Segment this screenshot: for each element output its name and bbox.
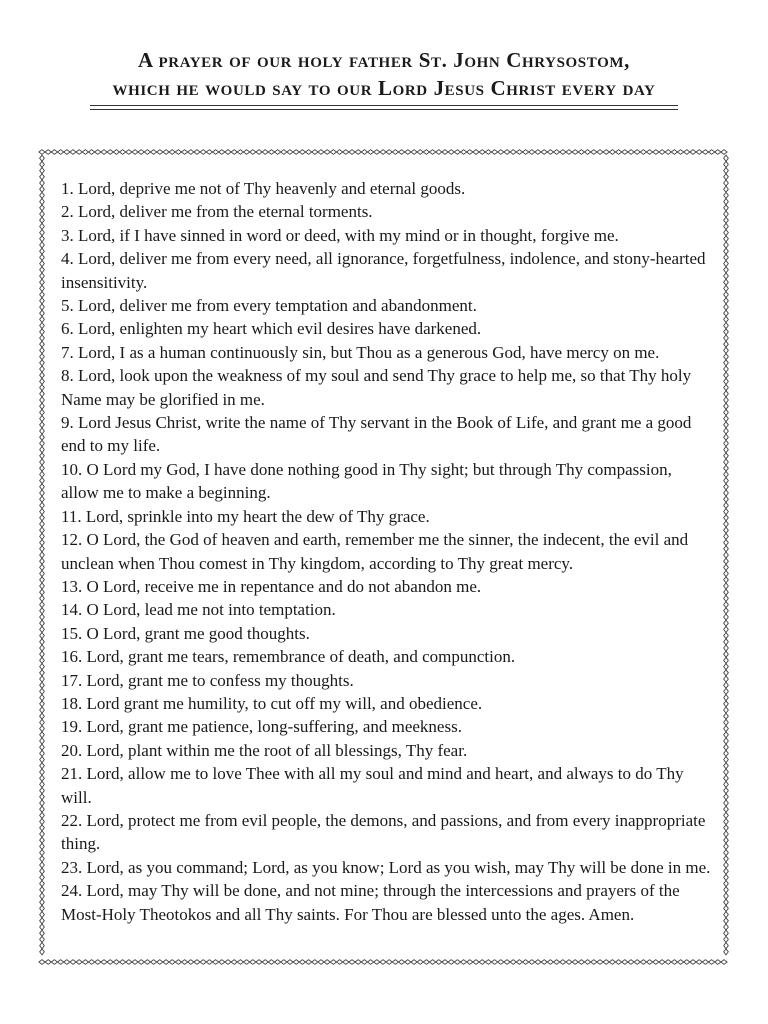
- prayer-item: 11. Lord, sprinkle into my heart the dew of Thy grace.: [61, 506, 430, 526]
- prayer-item: 23. Lord, as you command; Lord, as you know; Lord as you wish, may Thy will be done in me.: [61, 857, 711, 877]
- prayer-item: 4. Lord, deliver me from every need, all ignorance, forgetfulness, indolence, and stony-hearted insensitivity.: [61, 249, 706, 292]
- title-line-1: A prayer of our holy father St. John Chrysostom,: [138, 48, 630, 72]
- title-underline-top: [90, 105, 678, 106]
- prayer-item: 20. Lord, plant within me the root of all blessings, Thy fear.: [61, 740, 468, 760]
- prayer-item: 24. Lord, may Thy will be done, and not mine; through the intercessions and prayers of the Most-Holy Theotokos and all Thy saints. For Thou are blessed unto the ages. Amen.: [61, 881, 680, 924]
- prayer-item: 10. O Lord my God, I have done nothing good in Thy sight; but through Thy compassion, allow me to make a beginning.: [61, 459, 672, 503]
- prayer-item: 9. Lord Jesus Christ, write the name of Thy servant in the Book of Life, and grant me a good end to my life.: [61, 413, 692, 456]
- prayer-item: 16. Lord, grant me tears, remembrance of death, and compunction.: [61, 647, 516, 667]
- prayer-item: 2. Lord, deliver me from the eternal torments.: [61, 202, 373, 222]
- prayer-item: 6. Lord, enlighten my heart which evil desires have darkened.: [61, 319, 482, 339]
- prayer-item: 21. Lord, allow me to love Thee with all my soul and mind and heart, and always to do Thy will.: [61, 764, 684, 807]
- prayer-item: 5. Lord, deliver me from every temptation and abandonment.: [61, 296, 477, 316]
- prayer-item: 22. Lord, protect me from evil people, the demons, and passions, and from every inappropriate thing.: [61, 810, 706, 854]
- prayer-item: 14. O Lord, lead me not into temptation.: [61, 600, 336, 620]
- prayer-item: 12. O Lord, the God of heaven and earth, remember me the sinner, the indecent, the evil and unclean when Thou comest in Thy kingdom, according to Thy great mercy.: [61, 530, 689, 573]
- prayer-list: [61, 177, 713, 926]
- prayer-item: 15. O Lord, grant me good thoughts.: [61, 623, 310, 643]
- prayer-item: 8. Lord, look upon the weakness of my soul and send Thy grace to help me, so that Thy holy Name may be glorified in me.: [61, 366, 692, 409]
- prayer-item: 18. Lord grant me humility, to cut off my will, and obedience.: [61, 693, 483, 713]
- page-title: [0, 46, 768, 102]
- prayer-item: 7. Lord, I as a human continuously sin, but Thou as a generous God, have mercy on me.: [61, 342, 660, 362]
- prayer-item: 13. O Lord, receive me in repentance and do not abandon me.: [61, 576, 482, 596]
- prayer-item: 1. Lord, deprive me not of Thy heavenly and eternal goods.: [61, 179, 466, 198]
- title-underline-bottom: [90, 109, 678, 110]
- prayer-item: 17. Lord, grant me to confess my thoughts.: [61, 670, 354, 690]
- prayer-item: 3. Lord, if I have sinned in word or deed, with my mind or in thought, forgive me.: [61, 225, 619, 245]
- prayer-item: 19. Lord, grant me patience, long-suffering, and meekness.: [61, 717, 462, 737]
- title-line-2: which he would say to our Lord Jesus Christ every day: [112, 76, 656, 100]
